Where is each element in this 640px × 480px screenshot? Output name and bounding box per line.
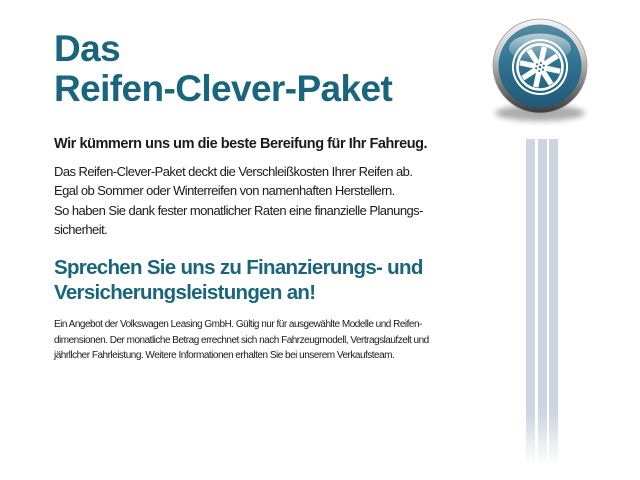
intro-line-1: Das Reifen-Clever-Paket deckt die Verschleißkosten Ihrer Reifen ab.	[54, 164, 413, 179]
legal-line-3: jährllcher Fahrleistung. Weitere Informationen erhalten Sie bei unserem Verkaufsteam.	[54, 350, 395, 362]
page-title-line-1: Das	[54, 28, 121, 69]
wheel-badge	[480, 8, 604, 132]
decorative-stripes	[526, 139, 558, 465]
legal-disclaimer	[54, 317, 429, 364]
stripe-2	[538, 139, 547, 465]
legal-line-1: Ein Angebot der Volkswagen Leasing GmbH. Gültig nur für ausgewählte Modelle und Reifen-	[54, 319, 422, 330]
cta-heading	[54, 256, 423, 305]
cta-line-1: Sprechen Sie uns zu Finanzierungs- und	[54, 256, 423, 279]
alloy-wheel-icon	[480, 8, 604, 132]
intro-line-2: Egal ob Sommer oder Winterreifen von namenhaften Herstellern.	[54, 183, 395, 199]
page-title	[54, 29, 392, 109]
stripe-1	[526, 139, 535, 465]
intro-paragraph	[54, 162, 423, 240]
stripe-3	[549, 139, 558, 465]
cta-line-2: Versicherungsleistungen an!	[54, 280, 316, 304]
page-title-line-2: Reifen-Clever-Paket	[54, 68, 393, 109]
intro-heading: Wir kümmern uns um die beste Bereifung für Ihr Fahreug.	[54, 136, 428, 152]
intro-line-4: sicherheit.	[54, 222, 108, 238]
legal-line-2: dimensionen. Der monatliche Betrag errechnet sich nach Fahrzeugmodell, Vertragslaufzelt und	[54, 334, 429, 346]
intro-line-3: So haben Sie dank fester monatlicher Raten eine finanzielle Planungs-	[54, 202, 423, 218]
